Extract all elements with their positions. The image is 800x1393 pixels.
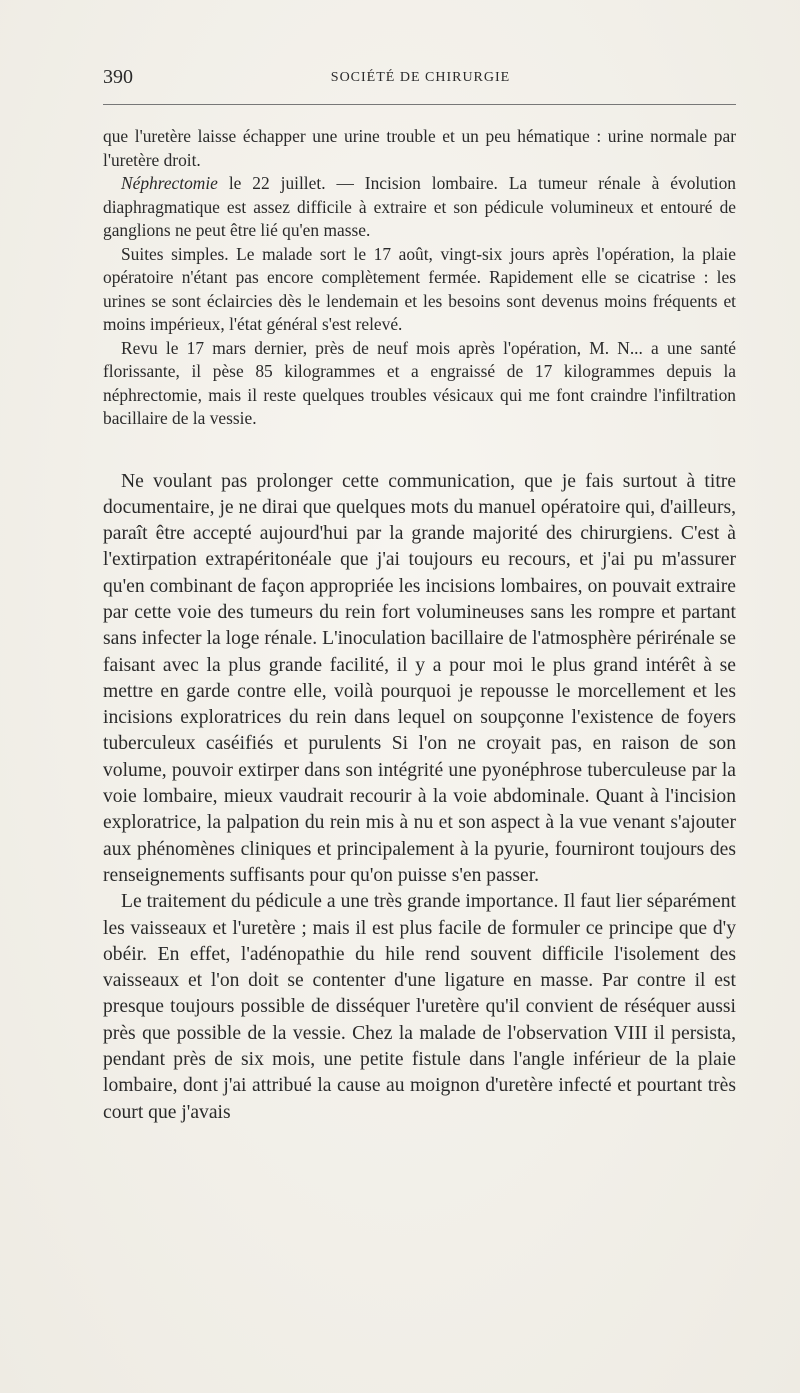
observation-text: le 22 juillet. — Incision lombaire. La tumeur rénale à évolution diaphragmatique est assez difficile à extraire et son pédicule volumineux et entouré de ganglions ne peut être lié qu'en masse. [103,173,736,240]
body-text [103,125,736,1126]
observation-paragraph: que l'uretère laisse échapper une urine trouble et un peu hématique : urine normale par l'uretère droit. [103,126,736,170]
discussion-paragraph: Ne voulant pas prolonger cette communication, que je fais surtout à titre documentaire, je ne dirai que quelques mots du manuel opératoire qui, d'ailleurs, paraît être accepté aujourd'hui par la grande majorité des chirurgiens. C'est à l'extirpation extrapéritonéale que j'ai toujours eu recours, et j'ai pu m'assurer qu'en combinant de façon appropriée les incisions lombaires, on pouvait extraire par cette voie des tumeurs du rein fort volumineuses sans les rompre et partant sans infecter la loge rénale. L'inoculation bacillaire de l'atmosphère périrénale se faisant avec la plus grande facilité, il y a pour moi le plus grand intérêt à se mettre en garde contre elle, voilà pourquoi je repousse le morcellement et les incisions exploratrices du rein dans lequel on soupçonne l'existence de foyers tuberculeux caséifiés et purulents Si l'on ne croyait pas, en raison de son volume, pouvoir extirper dans son intégrité une pyonéphrose tuberculeuse par la voie lombaire, mieux vaudrait recourir à la voie abdominale. Quant à l'incision exploratrice, la palpation du rein mis à nu et son aspect à la vue venant s'ajouter aux phénomènes cliniques et principalement à la pyurie, fourniront toujours des renseignements suffisants pour qu'on puisse s'en passer. [103,470,736,886]
running-title: SOCIÉTÉ DE CHIRURGIE [330,70,511,85]
observation-paragraph: Suites simples. Le malade sort le 17 août, vingt-six jours après l'opération, la plaie opératoire n'étant pas encore complètement fermée. Rapidement elle se cicatrise : les urines se sont éclaircies dès le lendemain et les besoins sont devenus moins fréquents et moins impérieux, l'état général s'est relevé. [103,243,736,334]
header-rule [103,104,736,105]
page-number: 390 [103,66,133,88]
nephrectomy-term: Néphrectomie [121,173,218,193]
observation-paragraph [103,172,736,243]
observation-section [103,125,736,431]
discussion-section [103,469,736,1126]
page-header [103,66,738,96]
observation-paragraph: Revu le 17 mars dernier, près de neuf mois après l'opération, M. N... a une santé florissante, il pèse 85 kilogrammes et a engraissé de 17 kilogrammes depuis la néphrectomie, mais il reste quelques troubles vésicaux qui me font craindre l'infiltration bacillaire de la vessie. [103,337,736,428]
discussion-paragraph: Le traitement du pédicule a une très grande importance. Il faut lier séparément les vaisseaux et l'uretère ; mais il est plus facile de formuler ce principe que d'y obéir. En effet, l'adénopathie du hile rend souvent difficile l'isolement des vaisseaux et l'on doit se contenter d'une ligature en masse. Par contre il est presque toujours possible de disséquer l'uretère qu'il convient de réséquer aussi près que possible de la vessie. Chez la malade de l'observation VIII il persista, pendant près de six mois, une petite fistule dans l'angle inférieur de la plaie lombaire, dont j'ai attribué la cause au moignon d'uretère infecté et pourtant très court que j'avais [103,891,736,1123]
